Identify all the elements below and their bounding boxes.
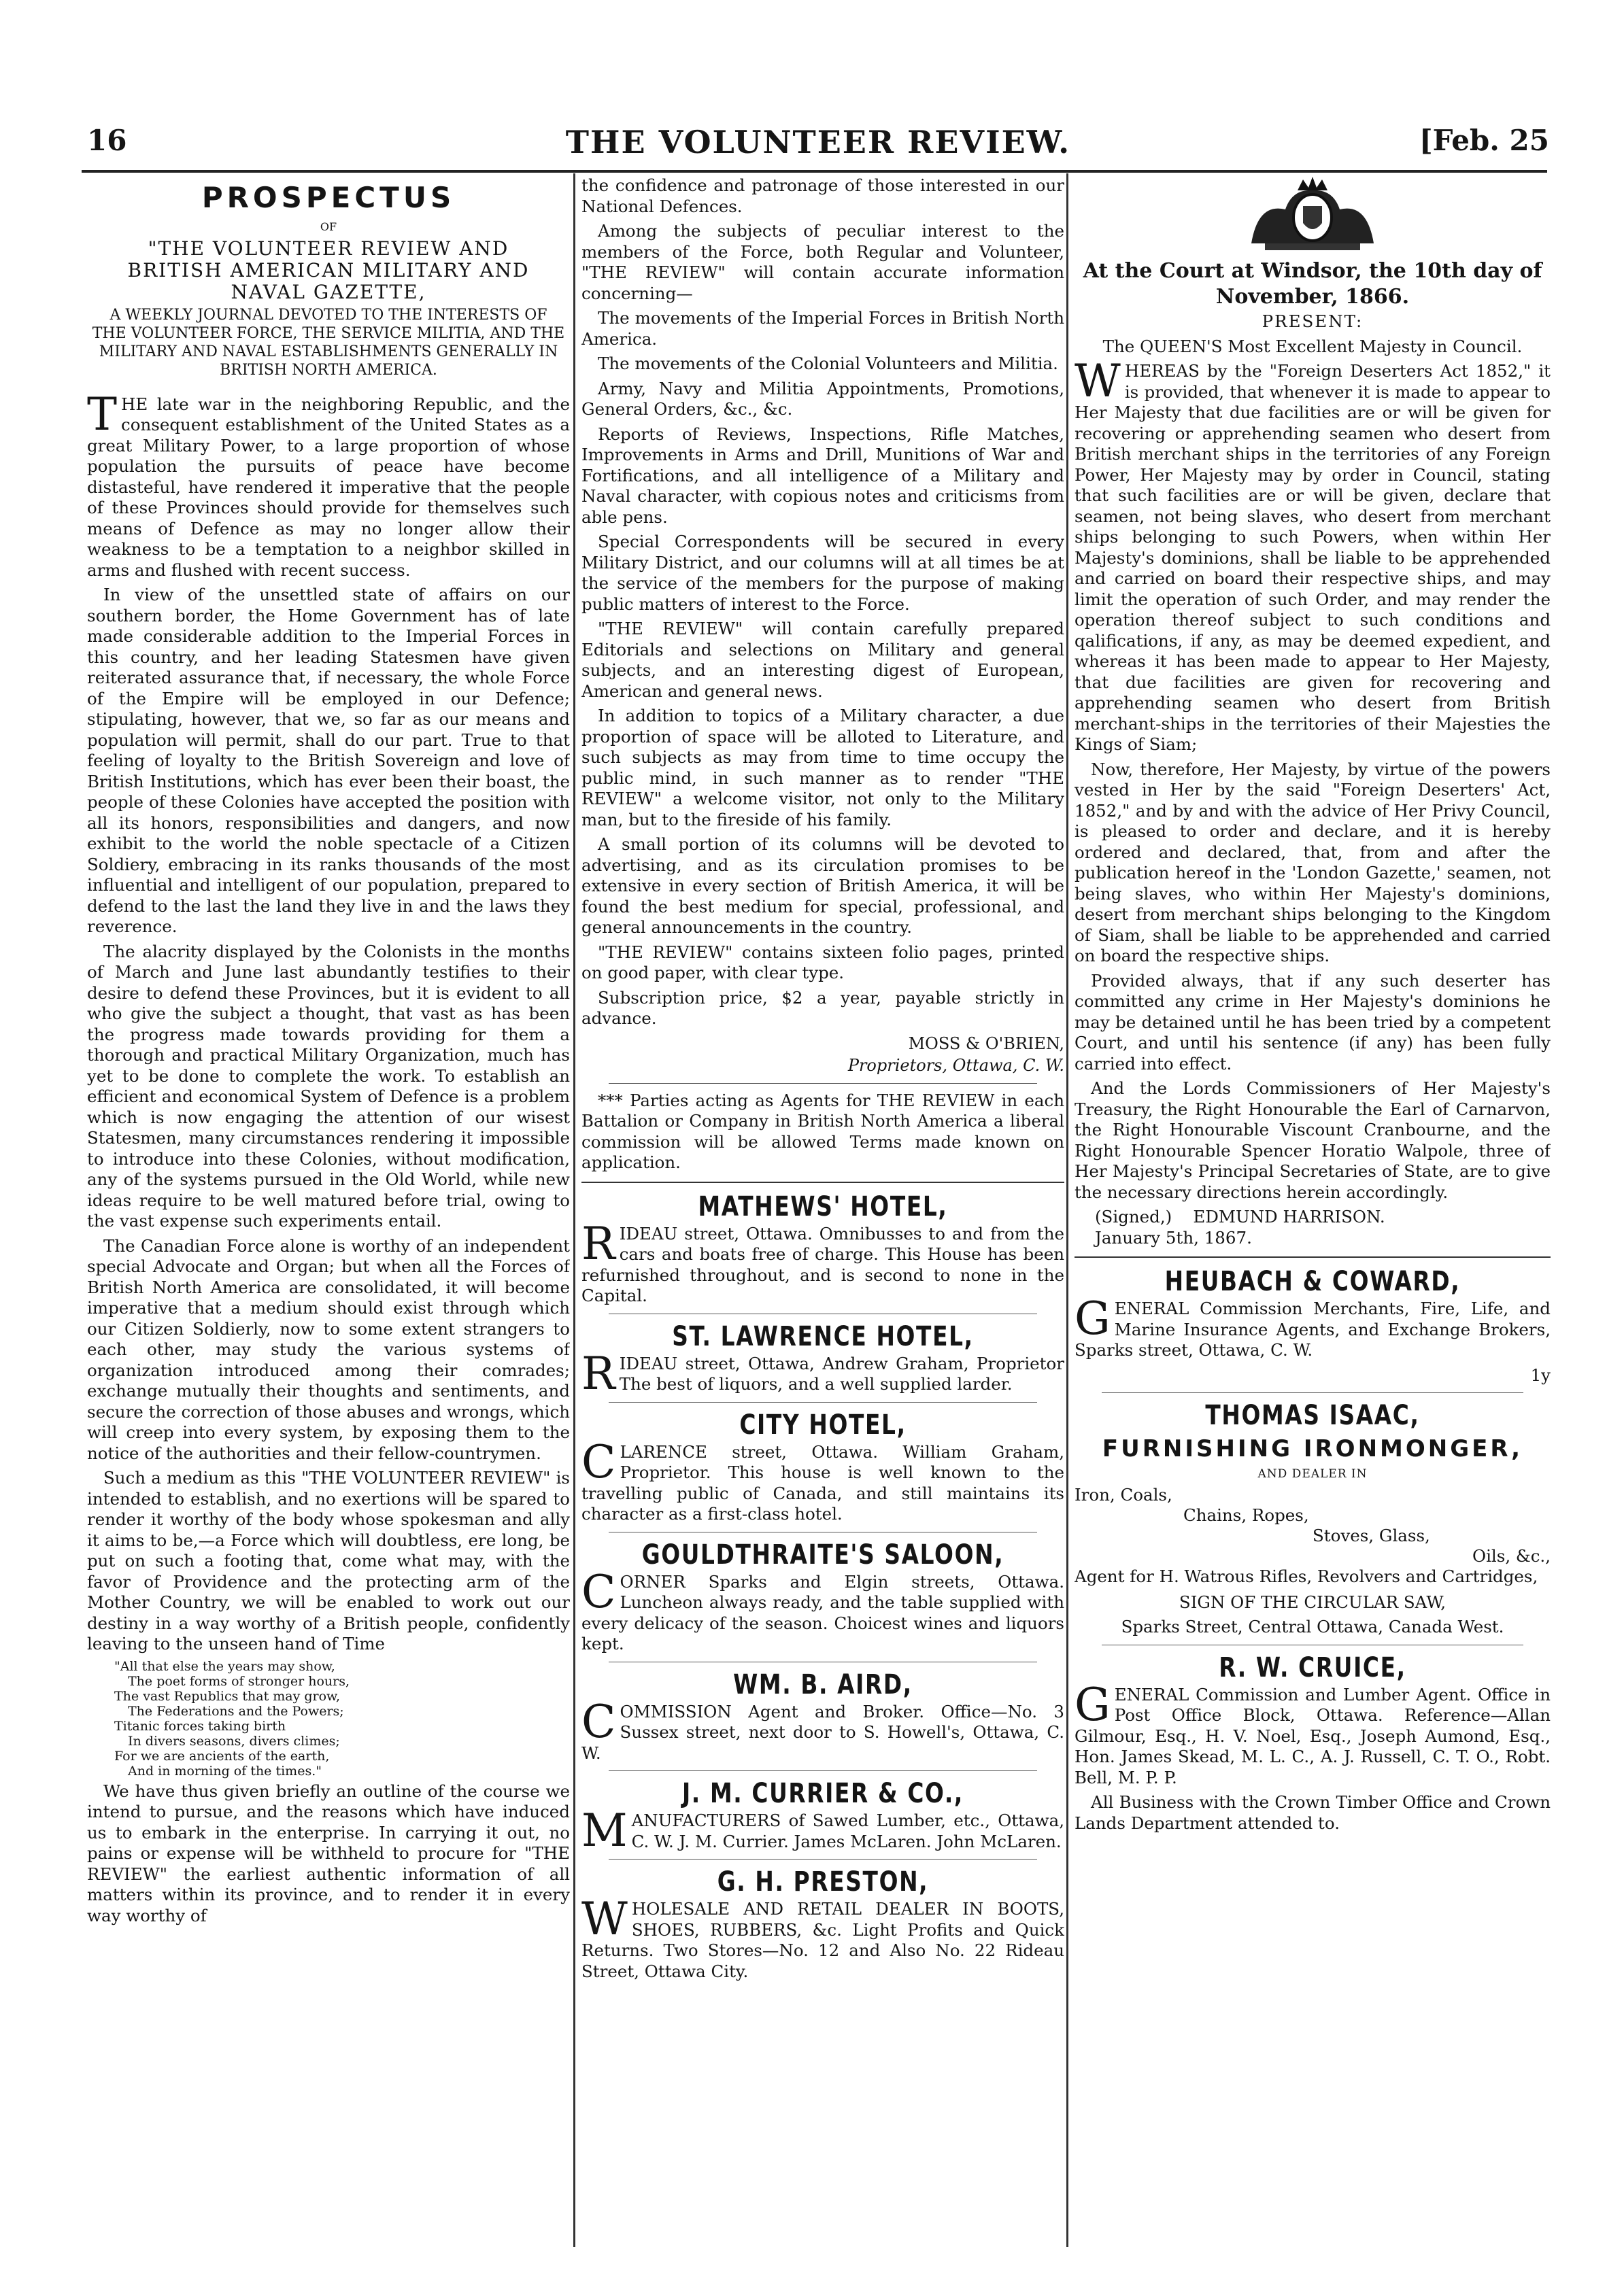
prospectus-paragraph: We have thus given briefly an outline of the course we intend to pursue, and the reasons which have induced us to embark in the enterprise. In carrying it out, no pains or expense will be withheld to procure for "THE REVIEW" the earliest authentic information of all matters within its province, and to render it in every way worthy of <box>87 1781 570 1925</box>
ad-heading: HEUBACH & COWARD, <box>1164 1266 1461 1297</box>
prospectus-subtitle-1: "THE VOLUNTEER REVIEW AND <box>148 237 509 260</box>
poem-line: In divers seasons, divers climes; <box>128 1733 340 1749</box>
drop-cap: W <box>581 1893 628 1945</box>
paragraph-text: HE late war in the neighboring Republic, and the consequent establishment of the United States as a great Military Power, to a large proportion of whose population the pursuits of peace have become distasteful, have rendered it imperative that the people of these Provinces should provide for themselves such means of Defence as may no longer allow their weakness to be a temptation to a neighbor skilled in arms and flushed with recent success. <box>87 394 570 580</box>
ad-line: Agent for H. Watrous Rifles, Revolvers and Cartridges, <box>1075 1566 1538 1586</box>
divider <box>1102 1392 1523 1393</box>
ad-currier-co <box>581 1778 1064 1857</box>
divider <box>1075 1256 1551 1258</box>
poem-line: For we are ancients of the earth, <box>114 1748 330 1764</box>
poem-line: The poet forms of stronger hours, <box>128 1673 350 1689</box>
order-paragraph <box>1075 355 1551 755</box>
signed-label: (Signed,) <box>1095 1207 1172 1227</box>
order-paragraph: And the Lords Commissioners of Her Majesty's Treasury, the Right Honourable the Earl of Carnarvon, the Right Honourable Viscount Cranbourne, and the Right Honourable Spencer Horatio Walpole, three of Her Majesty's Principal Secretaries of State, are to give the necessary directions herein accordingly. <box>1075 1078 1551 1202</box>
page-number: 16 <box>87 124 127 157</box>
drop-cap: C <box>581 1435 616 1488</box>
poem-line: The vast Republics that may grow, <box>114 1688 341 1704</box>
divider <box>609 1859 1037 1860</box>
signed-name: EDMUND HARRISON. <box>1193 1207 1385 1227</box>
review-paragraph: "THE REVIEW" contains sixteen folio pages, printed on good paper, with clear type. <box>581 942 1064 982</box>
prospectus-title: PROSPECTUS <box>201 181 456 214</box>
poem-line: "All that else the years may show, <box>114 1658 335 1674</box>
prospectus-paragraph: The alacrity displayed by the Colonists in the months of March and June last abundantly testifies to their desire to defend these Provinces, but it is evident to all who give the subject a thought, that vast as has been the progress made towards providing for them a thorough and practical Military Organization, much has yet to be done to complete the work. To establish an efficient and economical System of Defence is a problem which is now engaging the attention of our wisest Statesmen, many circumstances rendering it impossible to introduce into these Colonies, without modification, any of the systems pursued in the Old World, while new ideas require to be well matured before trial, owing to the vast expense such experiments entail. <box>87 941 570 1231</box>
ad-heading: MATHEWS' HOTEL, <box>698 1190 948 1222</box>
prospectus-subtitle-2: BRITISH AMERICAN MILITARY AND <box>127 258 530 281</box>
drop-cap: W <box>1075 355 1121 407</box>
prospectus-paragraph: The Canadian Force alone is worthy of an independent special Advocate and Organ; but when all the Forces of British North America are consolidated, it will become imperative that a medium should exist through which our Citizen Soldierly, now to some extent strangers to each other, may study the various systems of organization introduced among their comrades; exchange mutually their thoughts and sentiments, and secure the correction of those abuses and wrongs, which will creep into every system, by exposing them to the notice of the authorities and their fellow-countrymen. <box>87 1235 570 1463</box>
review-paragraph: In addition to topics of a Military character, a due proportion of space will be alloted to Literature, and such subjects as may from time to time occupy the public mind, in such manner as to render "THE REVIEW" a welcome visitor, not only to the Military man, but to the fireside of his family. <box>581 706 1064 829</box>
ad-heading: WM. B. AIRD, <box>733 1668 913 1700</box>
divider <box>581 1182 1064 1183</box>
ad-body: ORNER Sparks and Elgin streets, Ottawa. Luncheon always ready, and the table supplied with every delicacy of the season. Choicest wines and liquors kept. <box>581 1571 1064 1654</box>
column-rule-2 <box>1066 173 1068 2247</box>
agents-notice: *** Parties acting as Agents for THE REVIEW in each Battalion or Company in British North America a liberal commission will be allowed Terms made known on application. <box>581 1090 1064 1172</box>
proprietor-location: Proprietors, Ottawa, C. W. <box>847 1056 1064 1075</box>
ad-body: IDEAU street, Ottawa, Andrew Graham, Proprietor The best of liquors, and a well supplied larder. <box>619 1353 1064 1394</box>
ad-r-w-cruice <box>1075 1652 1551 1834</box>
ad-heading: GOULDTHRAITE'S SALOON, <box>641 1539 1004 1571</box>
poem-line: Titanic forces taking birth <box>114 1718 286 1734</box>
column-prospectus <box>87 175 570 2255</box>
drop-cap: R <box>581 1217 615 1270</box>
prospectus-paragraph <box>87 388 570 581</box>
signed-date: January 5th, 1867. <box>1095 1227 1252 1248</box>
ad-body: HOLESALE AND RETAIL DEALER IN BOOTS, SHOES, RUBBERS, &c. Light Profits and Quick Returns. Two Stores—No. 12 and Also No. 22 Rideau Street, Ottawa City. <box>581 1899 1064 1981</box>
review-paragraph: Army, Navy and Militia Appointments, Promotions, General Orders, &c., &c. <box>581 378 1064 419</box>
court-date: November, 1866. <box>1215 285 1410 309</box>
ad-city-hotel <box>581 1409 1064 1525</box>
ad-address: Sparks Street, Central Ottawa, Canada West. <box>1121 1617 1504 1637</box>
ad-subheading-small: AND DEALER IN <box>1257 1467 1368 1481</box>
drop-cap: T <box>87 388 118 441</box>
order-paragraph: Provided always, that if any such deserter has committed any crime in Her Majesty's dominions he may be detained until he has been tried by a competent Court, and until his sentence (if any) has been fully carried into effect. <box>1075 970 1551 1074</box>
review-paragraph: "THE REVIEW" will contain carefully prepared Editorials and selections on Military and general subjects, and an interesting digest of European, American and general news. <box>581 619 1064 701</box>
drop-cap: R <box>581 1347 615 1400</box>
ad-body: ENERAL Commission and Lumber Agent. Office in Post Office Block, Ottawa. Reference—Allan Gilmour, Esq., H. V. Noel, Esq., Joseph Aumond, Esq., Hon. James Skead, M. L. C., A. J. Russell, C. T. O., Robt. Bell, M. P. P. <box>1075 1684 1551 1787</box>
ad-subheading: FURNISHING IRONMONGER, <box>1102 1435 1523 1462</box>
newspaper-title: THE VOLUNTEER REVIEW. <box>565 124 1071 160</box>
prospectus-paragraph: In view of the unsettled state of affairs on our southern border, the Home Government has of late made considerable addition to the Imperial Forces in this country, and her leading Statesmen have given reiterated assurance that, if necessary, the whole Force of the Empire will be employed in our Defence; stipulating, however, that we, so far as our means and population will permit, shall do our part. True to that feeling of loyalty to the British Sovereign and love of British Institutions, which has ever been their boast, the people of these Colonies have accepted the position with all its honors, responsibilities and dangers, and now exhibit to the world the noble spectacle of a Citizen Soldiery, embracing in its ranks thousands of the most influential and intelligent of our population, prepared to defend to the last the land they live in and the laws they reverence. <box>87 585 570 936</box>
queen-council: The QUEEN'S Most Excellent Majesty in Council. <box>1102 336 1523 356</box>
review-paragraph: Reports of Reviews, Inspections, Rifle Matches, Improvements in Arms and Drill, Munitions of War and Fortifications, and all intelligence of a Military and Naval character, with copious notes and criticisms from able pens. <box>581 424 1064 527</box>
ad-body: ENERAL Commission Merchants, Fire, Life, and Marine Insurance Agents, and Exchange Brokers, Sparks street, Ottawa, C. W. <box>1075 1299 1551 1360</box>
ad-line: Chains, Ropes, <box>1183 1505 1309 1525</box>
drop-cap: C <box>581 1565 616 1618</box>
masthead-rule <box>82 170 1547 173</box>
review-paragraph: the confidence and patronage of those interested in our National Defences. <box>581 175 1064 216</box>
drop-cap: G <box>1075 1292 1111 1345</box>
column-order-in-council <box>1075 175 1551 2255</box>
ad-st-lawrence-hotel <box>581 1320 1064 1400</box>
ad-body-2: All Business with the Crown Timber Office and Crown Lands Department attended to. <box>1075 1792 1551 1833</box>
prospectus-description: A WEEKLY JOURNAL DEVOTED TO THE INTERESTS OF THE VOLUNTEER FORCE, THE SERVICE MILITIA, AND THE MILITARY AND NAVAL ESTABLISHMENTS GENERALLY IN BRITISH NORTH AMERICA. <box>92 306 565 379</box>
prospectus-subtitle-3: NAVAL GAZETTE, <box>231 280 426 303</box>
paragraph-text: HEREAS by the "Foreign Deserters Act 1852," it is provided, that whenever it is made to appear to Her Majesty that due facilities are or will be given for recovering or apprehending seamen who desert from British merchant ships in the territories of any Foreign Power, Her Majesty may by order in Council, stating that such facilities are or will be given, declare that seamen, not being slaves, who desert from merchant ships belonging to such Powers, when within Her Majesty's dominions, shall be liable to be apprehended and carried on board their respective ships, and may limit the operation of such Order, and may render the operation thereof subject to such conditions and qalifications, if any, as may be deemed expedient, and whereas it has been made to appear to Her Majesty, that due facilities are given for recovering and apprehending seamen who desert from British merchant-ships in the territories of their Majesties the Kings of Siam; <box>1075 361 1551 754</box>
ad-heubach-coward <box>1075 1266 1551 1386</box>
ad-body: LARENCE street, Ottawa. William Graham, Proprietor. This house is well known to the travelling public of Canada, and still maintains its character as a first-class hotel. <box>581 1441 1064 1524</box>
ad-body: IDEAU street, Ottawa. Omnibusses to and from the cars and boats free of charge. This House has been refurnished throughout, and is second to none in the Capital. <box>581 1223 1064 1305</box>
ad-sign: SIGN OF THE CIRCULAR SAW, <box>1179 1592 1447 1612</box>
ad-gouldthraites-saloon <box>581 1539 1064 1655</box>
ad-mathews-hotel <box>581 1191 1064 1307</box>
ad-thomas-isaac <box>1075 1400 1551 1638</box>
prospectus-of: OF <box>320 220 337 233</box>
proprietor-signature: MOSS & O'BRIEN, <box>908 1033 1064 1053</box>
review-paragraph: The movements of the Colonial Volunteers and Militia. <box>598 354 1058 373</box>
present-label: PRESENT: <box>1262 311 1364 331</box>
review-paragraph: Subscription price, $2 a year, payable strictly in advance. <box>581 987 1064 1028</box>
column-review-ads <box>581 175 1064 2255</box>
ad-heading: CITY HOTEL, <box>739 1409 907 1441</box>
drop-cap: C <box>581 1695 616 1748</box>
ad-g-h-preston <box>581 1866 1064 1982</box>
ad-note: 1y <box>1530 1365 1551 1385</box>
prospectus-paragraph: Such a medium as this "THE VOLUNTEER REVIEW" is intended to establish, and no exertions will be spared to render it worthy of the body whose spokesman and ally it aims to be,—a Force which will doubtless, ere long, be put on such a footing that, come what may, with the favor of Providence and the protecting arm of the Mother Country, we will be enabled to work out our destiny in a way worthy of a British people, confidently leaving to the unseen hand of Time <box>87 1468 570 1654</box>
court-heading: At the Court at Windsor, the 10th day of <box>1083 259 1542 283</box>
review-paragraph: Special Correspondents will be secured in every Military District, and our columns will at all times be at the service of the members for the purpose of making public matters of interest to the Force. <box>581 532 1064 614</box>
drop-cap: M <box>581 1804 628 1857</box>
royal-crest-icon <box>1238 175 1387 257</box>
ad-line: Stoves, Glass, <box>1313 1525 1430 1545</box>
poem-quote <box>87 1659 570 1779</box>
poem-line: And in morning of the times." <box>128 1763 322 1779</box>
ad-line: Oils, &c., <box>1472 1545 1551 1566</box>
ad-heading: ST. LAWRENCE HOTEL, <box>672 1320 974 1352</box>
review-paragraph: The movements of the Imperial Forces in British North America. <box>581 308 1064 349</box>
poem-line: The Federations and the Powers; <box>128 1703 344 1719</box>
divider <box>609 1770 1037 1771</box>
ad-heading: J. M. CURRIER & CO., <box>681 1778 964 1809</box>
ad-heading: G. H. PRESTON, <box>717 1866 929 1898</box>
review-paragraph: A small portion of its columns will be devoted to advertising, and as its circulation promises to be extensive in every section of British America, it will be found the best medium for special, professional, and general announcements in the country. <box>581 834 1064 937</box>
ad-heading: THOMAS ISAAC, <box>1205 1400 1420 1431</box>
ad-body: ANUFACTURERS of Sawed Lumber, etc., Ottawa, C. W. J. M. Currier. James McLaren. John McLaren. <box>631 1811 1064 1851</box>
issue-date: [Feb. 25 <box>1419 124 1549 157</box>
ad-heading: R. W. CRUICE, <box>1219 1651 1406 1683</box>
column-rule-1 <box>573 173 575 2247</box>
ad-body: OMMISSION Agent and Broker. Office—No. 3 Sussex street, next door to S. Howell's, Ottawa, C. W. <box>581 1701 1064 1763</box>
drop-cap: G <box>1075 1678 1111 1731</box>
divider <box>609 1402 1037 1403</box>
review-paragraph: Among the subjects of peculiar interest to the members of the Force, both Regular and Volunteer, "THE REVIEW" will contain accurate information concerning— <box>581 221 1064 303</box>
order-paragraph: Now, therefore, Her Majesty, by virtue of the powers vested in Her by the said "Foreign Deserters' Act, 1852," and by and with the advice of Her Privy Council, is pleased to order and declare, and it is hereby ordered and declared, that, from and after the publication hereof in the 'London Gazette,' seamen, not being slaves, who within Her Majesty's dominions, desert from merchant ships belonging to the Kingdom of Siam, shall be liable to be apprehended and carried on board the respective ships. <box>1075 759 1551 965</box>
divider <box>609 1083 1037 1084</box>
ad-line: Iron, Coals, <box>1075 1484 1172 1505</box>
signature-line <box>1095 1207 1551 1228</box>
ad-wm-b-aird <box>581 1669 1064 1764</box>
masthead <box>87 124 1549 171</box>
